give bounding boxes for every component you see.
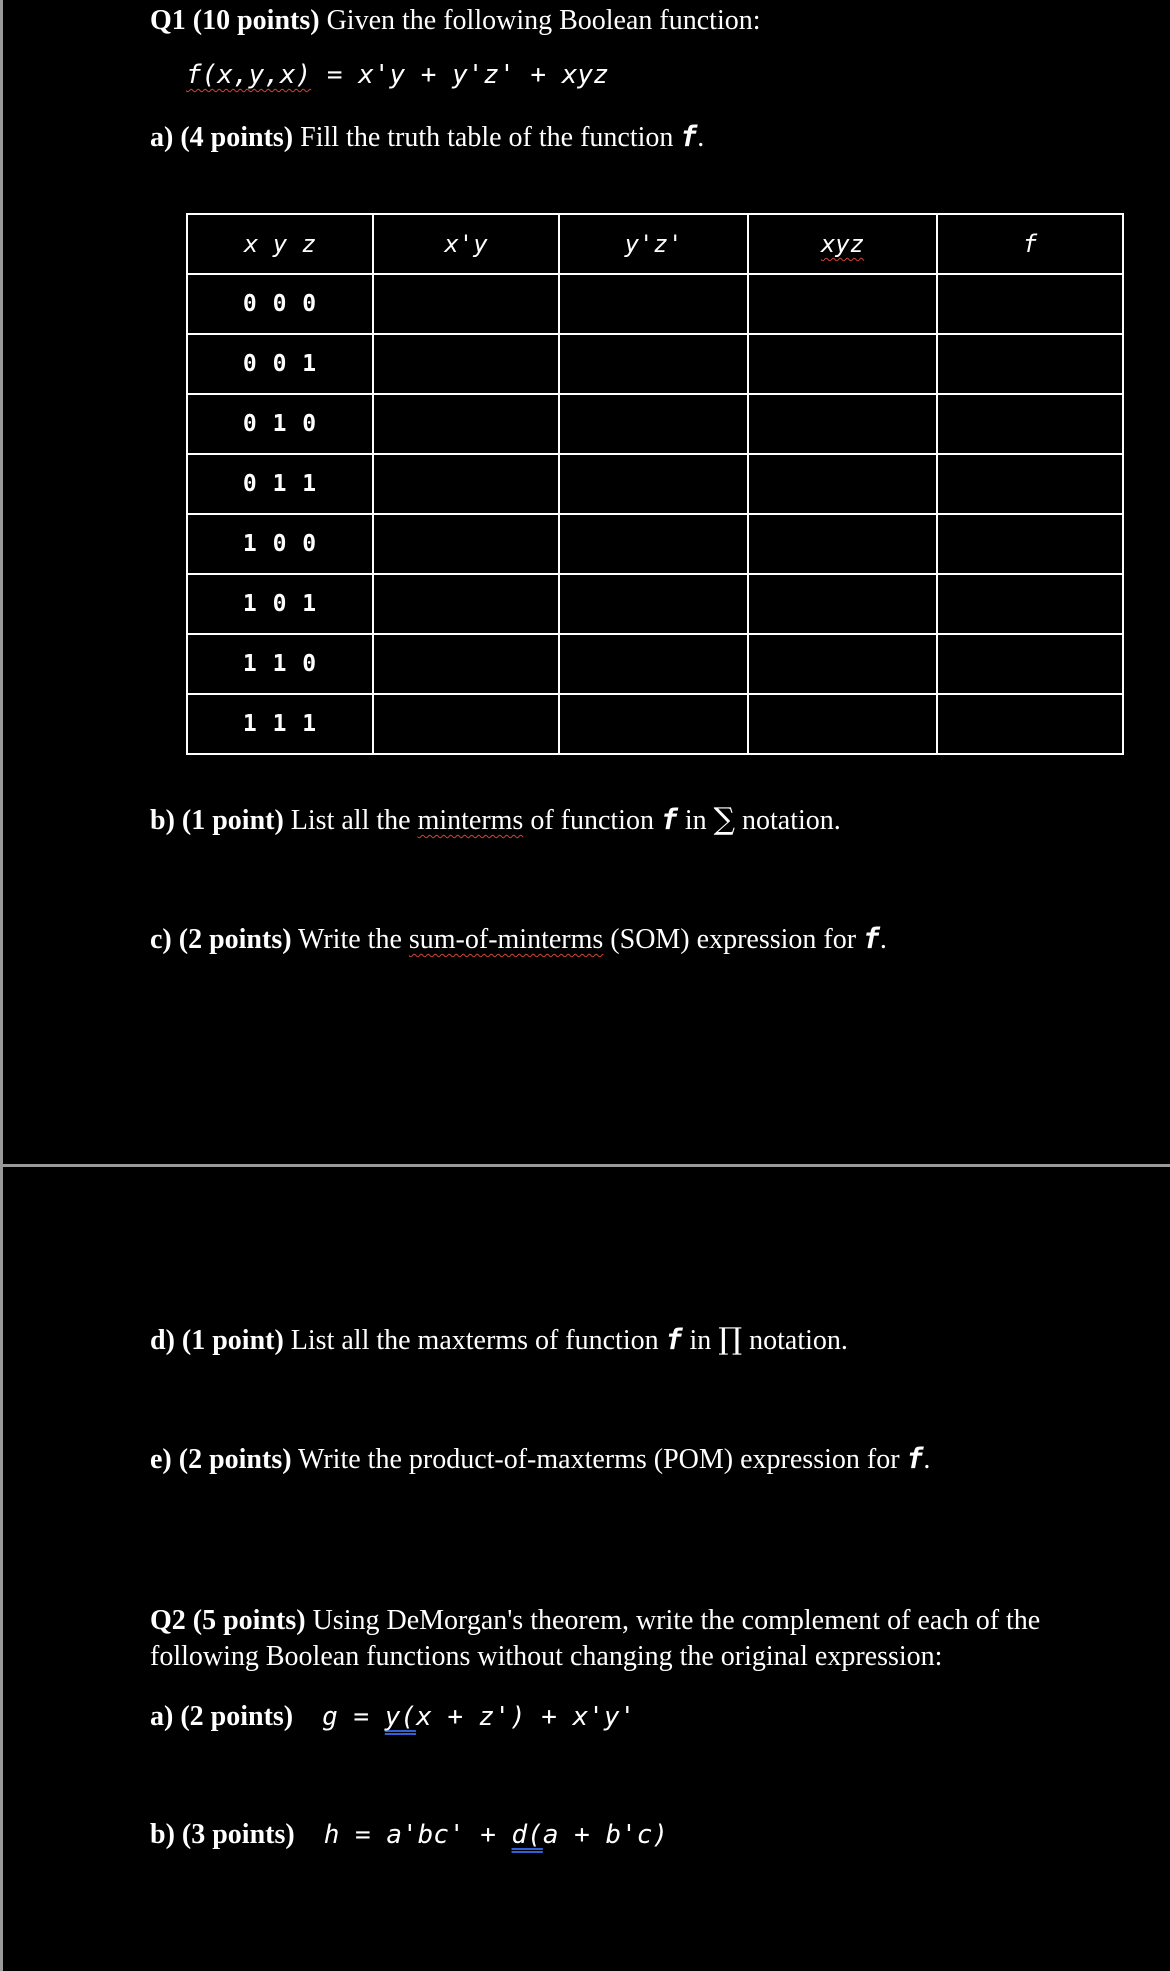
answer-cell[interactable] <box>937 454 1123 514</box>
q1-e-text: Write the product-of-maxterms (POM) expression for <box>291 1444 907 1475</box>
g-expression <box>322 1702 635 1732</box>
answer-cell[interactable] <box>373 514 559 574</box>
f-symbol: f <box>906 1442 924 1475</box>
function-rhs: = x'y + y'z' + xyz <box>311 60 609 90</box>
function-definition <box>186 60 609 91</box>
input-cell: 0 1 1 <box>187 454 373 514</box>
q1-a-text: Fill the truth table of the function <box>293 122 681 153</box>
table-header-row <box>187 214 1123 274</box>
sigma-symbol: ∑ <box>713 802 736 837</box>
minterms-word: minterms <box>417 805 524 836</box>
q1-b-text-2: of function <box>523 805 661 836</box>
h-expr-pre: h = a'bc' + <box>323 1820 512 1850</box>
answer-cell[interactable] <box>559 334 748 394</box>
f-symbol: f <box>680 120 698 153</box>
answer-cell[interactable] <box>748 514 937 574</box>
q1-c-text-1: Write the <box>291 924 409 955</box>
table-row <box>187 394 1123 454</box>
q1-c-text-2: (SOM) expression for <box>603 924 864 955</box>
q2-heading-bold: Q2 (5 points) <box>150 1605 306 1636</box>
q1-part-b <box>150 802 841 838</box>
answer-cell[interactable] <box>937 334 1123 394</box>
h-expr-mark: d( <box>511 1820 543 1850</box>
q2-heading <box>150 1604 1040 1638</box>
answer-cell[interactable] <box>559 394 748 454</box>
q1-d-text-3: notation. <box>742 1325 848 1356</box>
answer-cell[interactable] <box>373 634 559 694</box>
q1-part-a <box>150 120 704 155</box>
q1-part-d <box>150 1322 848 1358</box>
page-divider <box>0 1164 1170 1167</box>
input-cell: 1 0 1 <box>187 574 373 634</box>
q1-b-text-4: notation. <box>735 805 841 836</box>
period: . <box>923 1444 931 1475</box>
input-cell: 0 0 1 <box>187 334 373 394</box>
table-row <box>187 694 1123 754</box>
q1-part-e <box>150 1442 930 1477</box>
answer-cell[interactable] <box>373 274 559 334</box>
answer-cell[interactable] <box>937 514 1123 574</box>
g-expr-mark: y( <box>384 1702 417 1732</box>
header-f: f <box>937 214 1123 274</box>
q2-line-2: following Boolean functions without changing the original expression: <box>150 1641 943 1672</box>
answer-cell[interactable] <box>937 394 1123 454</box>
f-symbol: f <box>660 803 678 836</box>
header-xyz-term <box>748 214 937 274</box>
q1-heading-bold: Q1 (10 points) <box>150 5 320 36</box>
answer-cell[interactable] <box>748 274 937 334</box>
answer-cell[interactable] <box>559 634 748 694</box>
f-symbol: f <box>665 1323 683 1356</box>
answer-cell[interactable] <box>748 454 937 514</box>
table-row <box>187 454 1123 514</box>
pi-symbol: ∏ <box>718 1322 743 1357</box>
table-row <box>187 334 1123 394</box>
q2-b-label: b) (3 points) <box>150 1819 295 1850</box>
q2-a-label: a) (2 points) <box>150 1701 294 1732</box>
h-expr-post: a + b'c) <box>542 1820 669 1850</box>
answer-cell[interactable] <box>937 574 1123 634</box>
answer-cell[interactable] <box>748 394 937 454</box>
answer-cell[interactable] <box>373 694 559 754</box>
header-ypzp: y'z' <box>559 214 748 274</box>
input-cell: 0 1 0 <box>187 394 373 454</box>
q1-b-text-3: in <box>677 805 714 836</box>
period: . <box>697 122 705 153</box>
q1-d-label: d) (1 point) <box>150 1325 284 1356</box>
g-expr-post: x + z') + x'y' <box>416 1702 636 1732</box>
q1-a-label: a) (4 points) <box>150 122 294 153</box>
q1-d-text-1: List all the maxterms of function <box>283 1325 666 1356</box>
input-cell: 1 1 0 <box>187 634 373 694</box>
answer-cell[interactable] <box>748 634 937 694</box>
answer-cell[interactable] <box>559 274 748 334</box>
truth-table <box>186 213 1124 755</box>
header-xpy: x'y <box>373 214 559 274</box>
page-edge <box>0 0 3 1971</box>
answer-cell[interactable] <box>748 574 937 634</box>
period: . <box>879 924 887 955</box>
header-xyz: x y z <box>187 214 373 274</box>
q1-heading-text: Given the following Boolean function: <box>319 5 761 36</box>
table-row <box>187 634 1123 694</box>
answer-cell[interactable] <box>559 574 748 634</box>
q1-d-text-2: in <box>682 1325 719 1356</box>
h-expression <box>324 1820 668 1850</box>
answer-cell[interactable] <box>937 634 1123 694</box>
input-cell: 0 0 0 <box>187 274 373 334</box>
answer-cell[interactable] <box>373 394 559 454</box>
answer-cell[interactable] <box>748 694 937 754</box>
function-name: f(x,y,x) <box>186 60 312 90</box>
answer-cell[interactable] <box>748 334 937 394</box>
answer-cell[interactable] <box>373 334 559 394</box>
q1-b-text-1: List all the <box>283 805 418 836</box>
table-row <box>187 574 1123 634</box>
som-word: sum-of-minterms <box>408 924 604 955</box>
q2-line-1: Using DeMorgan's theorem, write the complement of each of the <box>305 1605 1041 1636</box>
q1-e-label: e) (2 points) <box>150 1444 292 1475</box>
f-symbol: f <box>863 922 880 955</box>
q1-part-c <box>150 922 887 957</box>
answer-cell[interactable] <box>937 274 1123 334</box>
answer-cell[interactable] <box>559 694 748 754</box>
answer-cell[interactable] <box>373 574 559 634</box>
answer-cell[interactable] <box>937 694 1123 754</box>
g-expr-pre: g = <box>322 1702 385 1732</box>
input-cell: 1 0 0 <box>187 514 373 574</box>
q2-part-b <box>150 1818 668 1852</box>
q1-b-label: b) (1 point) <box>150 805 284 836</box>
table-row <box>187 514 1123 574</box>
table-row <box>187 274 1123 334</box>
input-cell: 1 1 1 <box>187 694 373 754</box>
q1-c-label: c) (2 points) <box>150 924 292 955</box>
q2-part-a <box>150 1700 635 1734</box>
header-xyz-term-text: xyz <box>820 230 865 258</box>
answer-cell[interactable] <box>559 514 748 574</box>
answer-cell[interactable] <box>373 454 559 514</box>
q1-heading <box>150 4 761 38</box>
answer-cell[interactable] <box>559 454 748 514</box>
